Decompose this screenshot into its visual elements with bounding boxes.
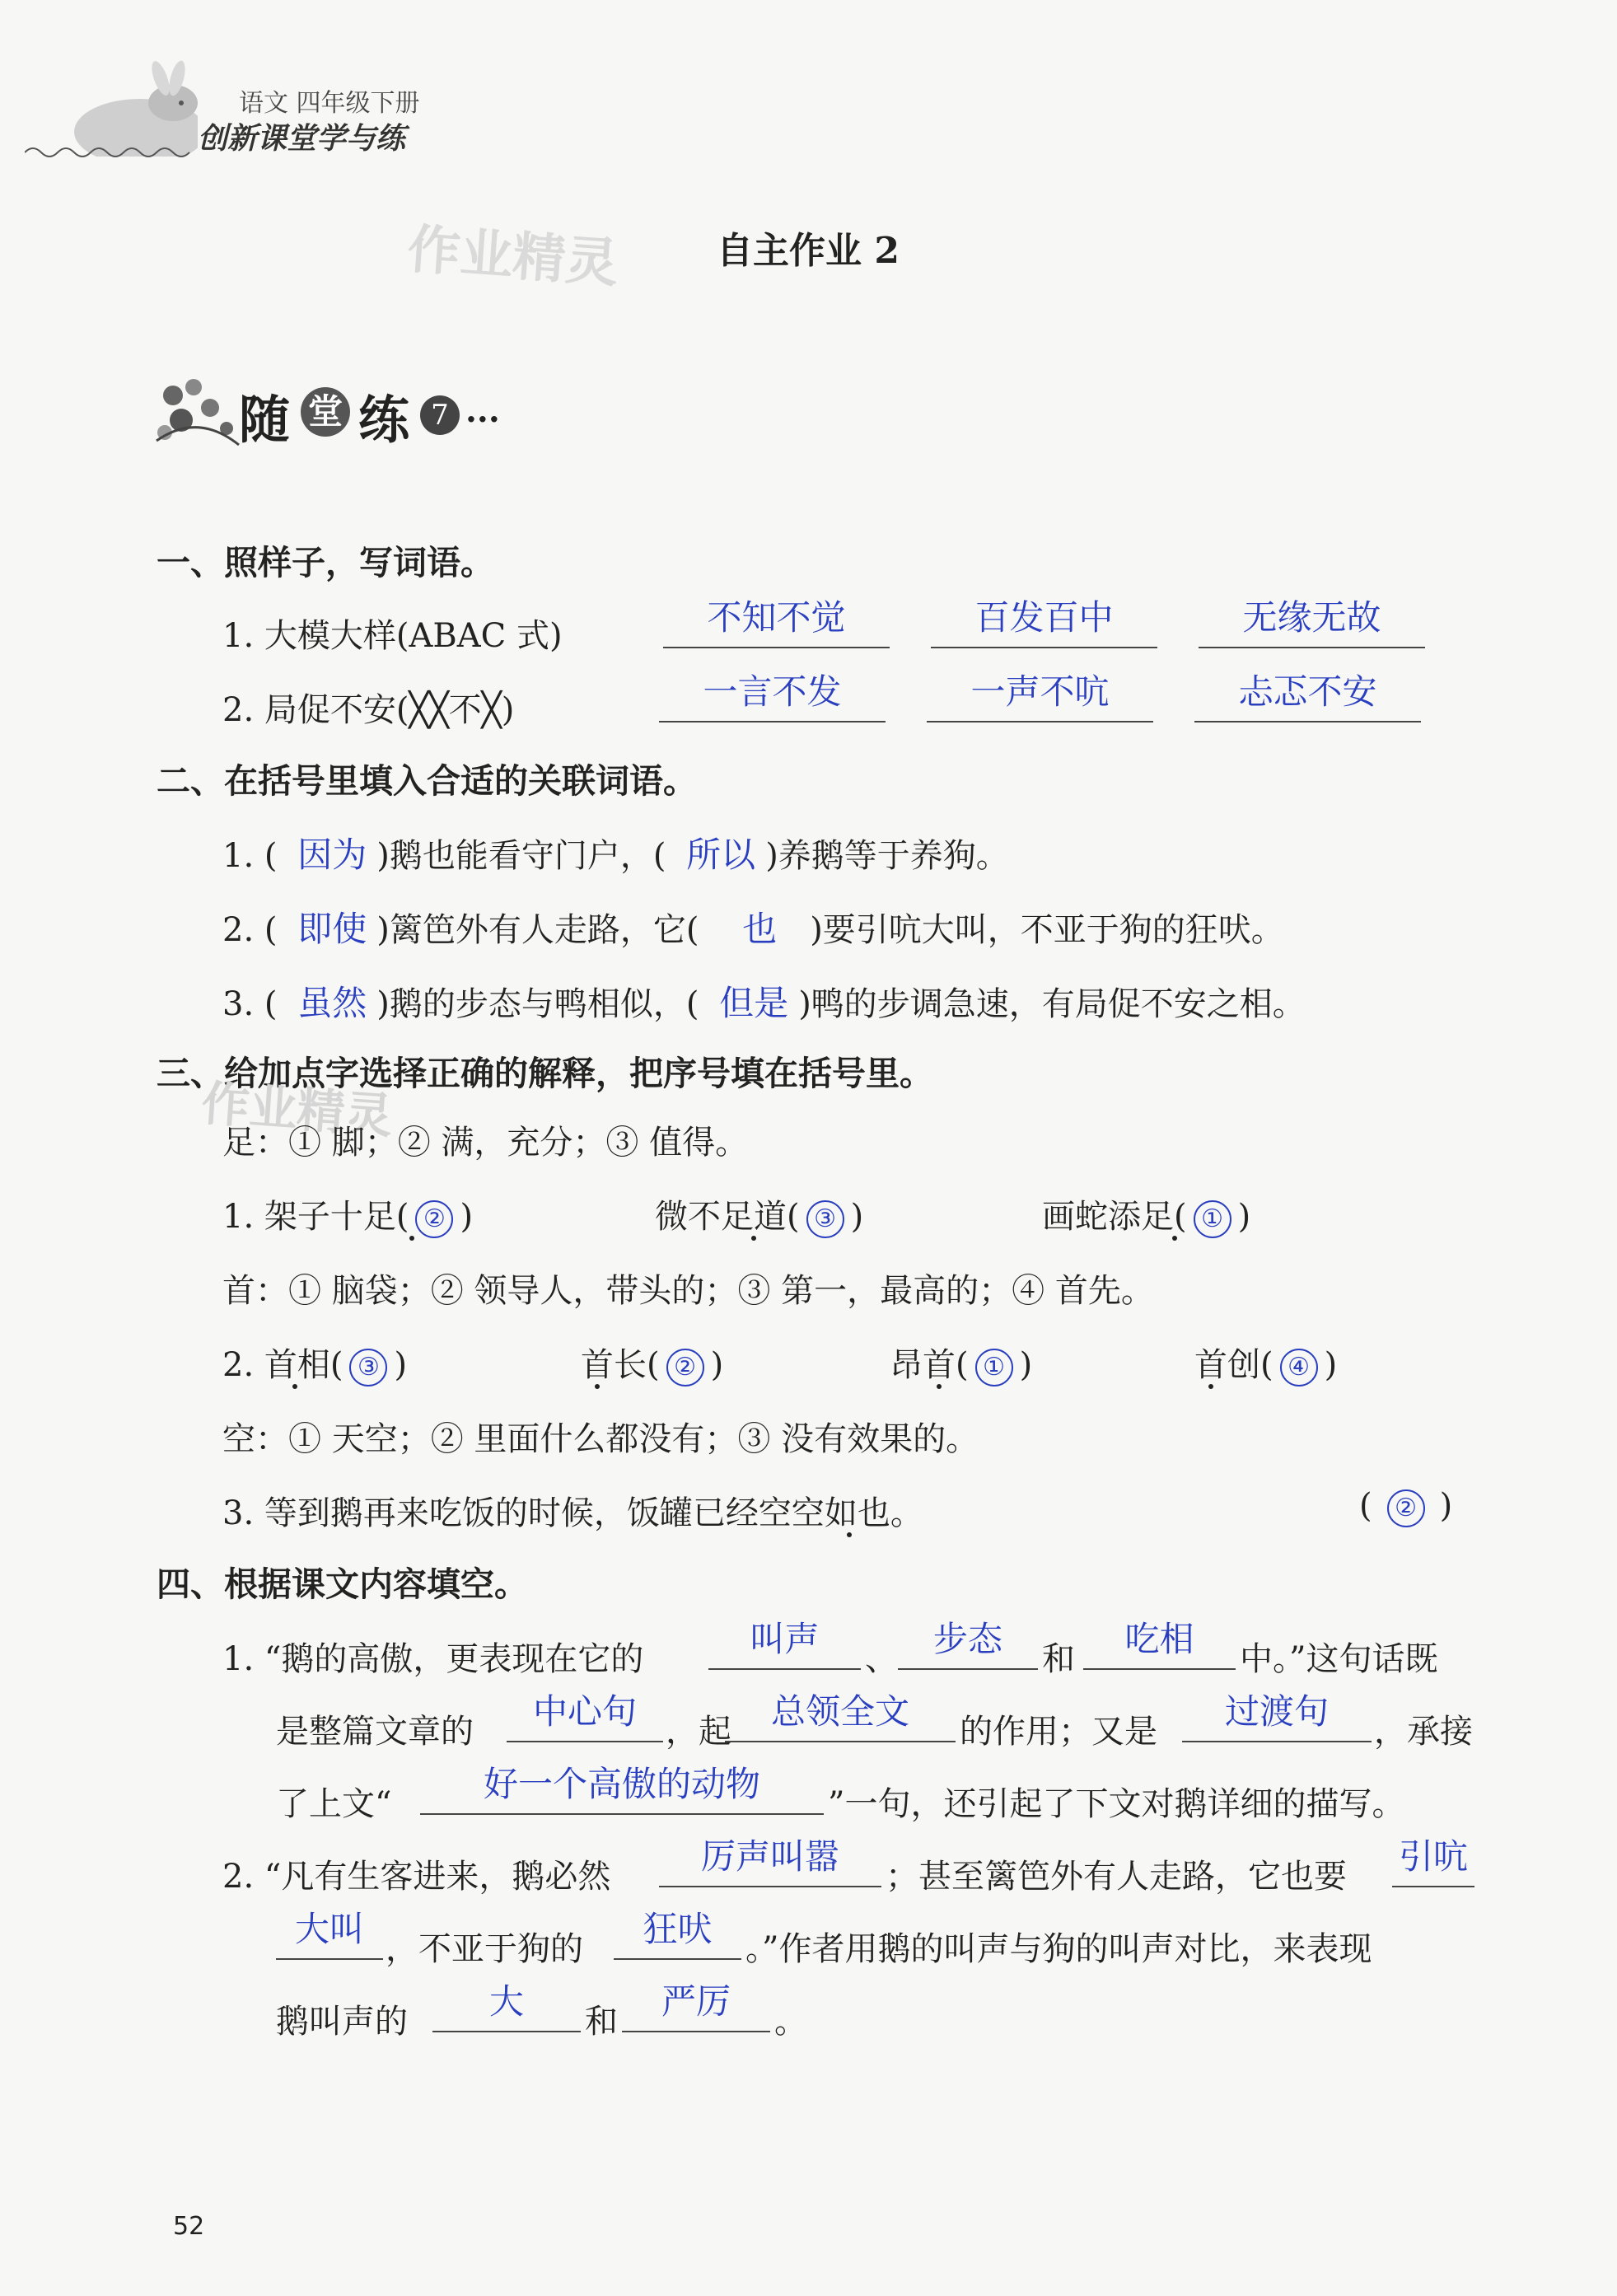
s3-g2-item-2: 首长( ② ) — [581, 1339, 723, 1386]
s4-q1-and: 和 — [1042, 1640, 1075, 1678]
page-title: 自主作业 2 — [717, 230, 900, 272]
emphasis-dot — [595, 1384, 600, 1389]
s1-q1-label: 1. 大模大样(ABAC 式) — [222, 617, 563, 655]
section-1-title: 一、照样子，写词语。 — [157, 543, 494, 582]
badge-char-2: 堂 — [307, 391, 343, 432]
section-4-title: 四、根据课文内容填空。 — [157, 1564, 528, 1604]
emphasis-dot — [847, 1532, 852, 1537]
s4-q1-blank-2: 步态 — [898, 1627, 1038, 1670]
s4-q2-blank-2b: 大叫 — [276, 1917, 383, 1960]
s1-q1-blank-1: 不知不觉 — [663, 606, 890, 648]
s4-q2-l1b: ；甚至篱笆外有人走路，它也要 — [886, 1858, 1347, 1896]
s2-q2-answer-2: 也 — [742, 909, 778, 949]
badge-num: 7 — [431, 399, 449, 432]
s4-q1-blank-6: 过渡句 — [1182, 1700, 1372, 1742]
s3-group2-def: 首：① 脑袋；② 领导人，带头的；③ 第一，最高的；④ 首先。 — [222, 1272, 1154, 1310]
s4-q1-blank-4: 中心句 — [507, 1700, 663, 1742]
flower-decoration-icon — [148, 362, 247, 453]
header-subject: 语文 四年级下册 — [239, 89, 420, 118]
s2-q3: 3. ( 虽然 )鹅的步态与鸭相似，( 但是 )鸭的步调急速，有局促不安之相。 — [222, 983, 1306, 1023]
header-wave-icon — [25, 144, 198, 161]
s4-q1-blank-1: 叫声 — [708, 1627, 861, 1670]
s4-q1-l1a: 1. “鹅的高傲，更表现在它的 — [222, 1640, 644, 1678]
rabbit-logo-icon — [49, 33, 198, 157]
emphasis-dot — [409, 1236, 414, 1241]
s2-q2: 2. ( 即使 )篱笆外有人走路，它( 也 )要引吭大叫，不亚于狗的狂吠。 — [222, 909, 1284, 949]
s2-q2-answer-1: 即使 — [297, 909, 367, 949]
s1-q1-blank-3: 无缘无故 — [1199, 606, 1425, 648]
s4-q2-blank-2a: 引吭 — [1392, 1845, 1474, 1887]
s4-q2-l2a: ，不亚于狗的 — [386, 1930, 583, 1968]
watermark-2: 作业精灵 — [199, 1074, 395, 1144]
s4-q1-l3b: ”一句，还引起了下文对鹅详细的描写。 — [828, 1785, 1405, 1823]
badge-char-2-circle — [301, 387, 350, 437]
s4-q1-blank-7: 好一个高傲的动物 — [420, 1772, 824, 1815]
s2-q1: 1. ( 因为 )鹅也能看守门户，( 所以 )养鹅等于养狗。 — [222, 835, 1009, 875]
header-logo — [49, 33, 198, 157]
s4-q2-l3a: 鹅叫声的 — [276, 2003, 408, 2041]
s3-group3-def: 空：① 天空；② 里面什么都没有；③ 没有效果的。 — [222, 1420, 979, 1458]
s4-q2-end: 。 — [774, 2003, 807, 2041]
s4-q1-blank-3: 吃相 — [1083, 1627, 1236, 1670]
s4-q2-blank-4: 大 — [432, 1990, 581, 2032]
emphasis-dot — [751, 1236, 756, 1241]
s3-g1-item-2: 微不足道( ③ ) — [655, 1190, 863, 1238]
section-2-title: 二、在括号里填入合适的关联词语。 — [157, 761, 697, 801]
badge-char-1: 随 — [239, 390, 291, 450]
s2-q3-answer-2: 但是 — [719, 983, 789, 1023]
s1-q2-blank-3: 忐忑不安 — [1194, 680, 1421, 722]
s4-q2-l2b: 。”作者用鹅的叫声与狗的叫声对比，来表现 — [745, 1930, 1372, 1968]
s4-q2-l1a: 2. “凡有生客进来，鹅必然 — [222, 1858, 611, 1896]
s4-q1-l2a: 是整篇文章的 — [276, 1713, 474, 1751]
s4-q1-l2d: ，承接 — [1374, 1713, 1473, 1751]
s4-q1-blank-5: 总领全文 — [725, 1700, 956, 1742]
s3-g3-item: 3. 等到鹅再来吃饭的时候，饭罐已经空空如也。 — [222, 1494, 923, 1532]
watermark: 作业精灵 — [405, 219, 620, 295]
s3-g2-item-4: 首创( ④ ) — [1194, 1339, 1337, 1386]
s3-group1-def: 足：① 脚；② 满，充分；③ 值得。 — [222, 1124, 749, 1162]
badge-tail: ... — [465, 391, 500, 430]
s1-q2-label: 2. 局促不安(╳╳不╳) — [222, 691, 515, 729]
section-badge — [148, 362, 544, 461]
badge-char-3: 练 — [358, 390, 410, 450]
s4-q1-sep: 、 — [865, 1640, 898, 1678]
s1-q1-blank-2: 百发百中 — [931, 606, 1157, 648]
header-series: 创新课堂学与练 — [198, 122, 406, 156]
s4-q2-and: 和 — [585, 2003, 618, 2041]
s4-q1-l2b: ，起 — [666, 1713, 731, 1751]
s3-g2-item-1: 2. 首相( ③ ) — [222, 1339, 407, 1386]
emphasis-dot — [292, 1384, 297, 1389]
s4-q2-blank-1: 厉声叫嚣 — [659, 1845, 881, 1887]
s4-q2-blank-3: 狂吠 — [614, 1917, 741, 1960]
badge-num-circle — [420, 395, 460, 435]
s3-g1-item-3: 画蛇添足( ① ) — [1042, 1190, 1250, 1238]
page-number: 52 — [173, 2212, 205, 2241]
s2-q1-answer-2: 所以 — [686, 835, 756, 875]
s3-g2-item-3: 昂首( ① ) — [890, 1339, 1032, 1386]
s2-q3-answer-1: 虽然 — [297, 983, 367, 1023]
s3-g1-item-1: 1. 架子十足( ② ) — [222, 1190, 473, 1238]
s1-q2-blank-2: 一声不吭 — [927, 680, 1153, 722]
s2-q1-answer-1: 因为 — [297, 835, 367, 875]
emphasis-dot — [937, 1384, 942, 1389]
s4-q1-l2c: 的作用；又是 — [960, 1713, 1157, 1751]
emphasis-dot — [1208, 1384, 1213, 1389]
section-3-title: 三、给加点字选择正确的解释，把序号填在括号里。 — [157, 1054, 933, 1093]
s1-q2-blank-1: 一言不发 — [659, 680, 886, 722]
s3-g3-answer: ( ② ) — [1359, 1487, 1452, 1527]
s4-q1-l3a: 了上文“ — [276, 1785, 392, 1823]
s4-q1-l1b: 中。”这句话既 — [1240, 1640, 1438, 1678]
emphasis-dot — [1172, 1236, 1177, 1241]
s4-q2-blank-5: 严厉 — [622, 1990, 770, 2032]
